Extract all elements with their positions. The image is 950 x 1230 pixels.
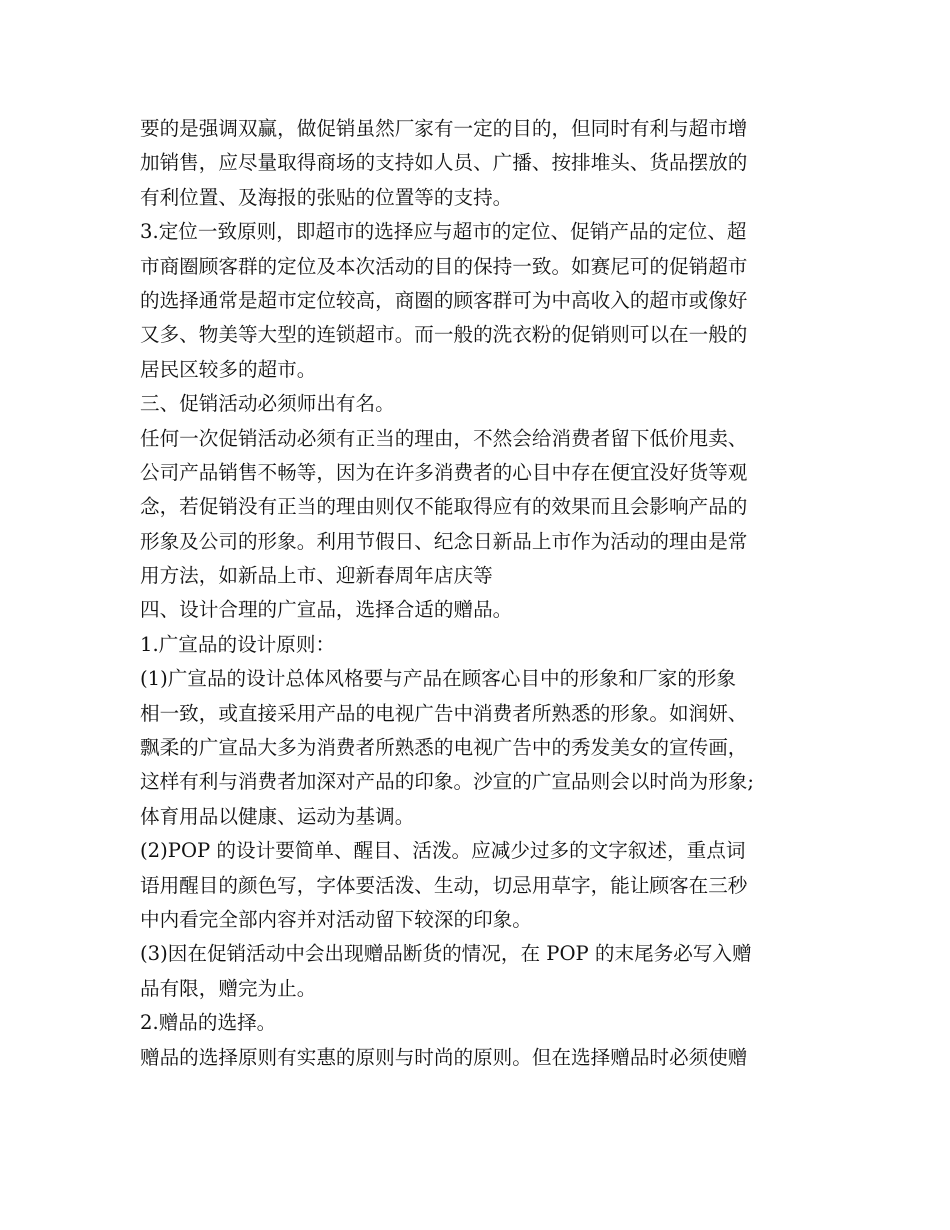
text-line: (3)因在促销活动中会出现赠品断货的情况，在 POP 的末尾务必写入赠 — [140, 942, 752, 966]
text-line: 体育用品以健康、运动为基调。 — [140, 804, 415, 828]
text-line: 这样有利与消费者加深对产品的印象。沙宣的广宣品则会以时尚为形象; — [140, 770, 755, 794]
text-line: (2)POP 的设计要简单、醒目、活泼。应减少过多的文字叙述，重点词 — [140, 839, 746, 863]
text-line: 相一致，或直接采用产品的电视广告中消费者所熟悉的形象。如润妍、 — [140, 701, 748, 725]
text-line: 语用醒目的颜色写，字体要活泼、生动，切忌用草字，能让顾客在三秒 — [140, 873, 748, 897]
text-line: 要的是强调双赢，做促销虽然厂家有一定的目的，但同时有利与超市增 — [140, 117, 748, 140]
text-line: 有利位置、及海报的张贴的位置等的支持。 — [140, 185, 513, 209]
text-line: 飘柔的广宣品大多为消费者所熟悉的电视广告中的秀发美女的宣传画， — [140, 736, 748, 760]
text-line: 中内看完全部内容并对活动留下较深的印象。 — [140, 907, 532, 931]
text-line: 3.定位一致原则，即超市的选择应与超市的定位、促销产品的定位、超 — [140, 220, 747, 244]
text-line: 加销售，应尽量取得商场的支持如人员、广播、按排堆头、货品摆放的 — [140, 151, 748, 175]
text-line: 品有限，赠完为止。 — [140, 976, 317, 1000]
text-line: 居民区较多的超市。 — [140, 357, 317, 381]
text-line: 用方法，如新品上市、迎新春周年店庆等 — [140, 564, 493, 588]
text-line: 又多、物美等大型的连锁超市。而一般的洗衣粉的促销则可以在一般的 — [140, 323, 748, 347]
text-line: (1)广宣品的设计总体风格要与产品在顾客心目中的形象和厂家的形象 — [140, 667, 736, 691]
text-line: 市商圈顾客群的定位及本次活动的目的保持一致。如赛尼可的促销超市 — [140, 254, 748, 278]
section-heading: 四、设计合理的广宣品，选择合适的赠品。 — [140, 598, 513, 622]
document-body — [140, 112, 830, 1075]
text-line: 任何一次促销活动必须有正当的理由，不然会给消费者留下低价甩卖、 — [140, 426, 748, 450]
subsection-heading: 2.赠品的选择。 — [140, 1011, 277, 1035]
subsection-heading: 1.广宣品的设计原则： — [140, 632, 336, 656]
text-line: 念，若促销没有正当的理由则仅不能取得应有的效果而且会影响产品的 — [140, 495, 748, 519]
text-line: 公司产品销售不畅等，因为在许多消费者的心目中存在便宜没好货等观 — [140, 460, 748, 484]
text-line: 形象及公司的形象。利用节假日、纪念日新品上市作为活动的理由是常 — [140, 529, 748, 553]
section-heading: 三、促销活动必须师出有名。 — [140, 392, 395, 416]
text-line: 赠品的选择原则有实惠的原则与时尚的原则。但在选择赠品时必须使赠 — [140, 1045, 748, 1069]
text-line: 的选择通常是超市定位较高，商圈的顾客群可为中高收入的超市或像好 — [140, 288, 748, 312]
